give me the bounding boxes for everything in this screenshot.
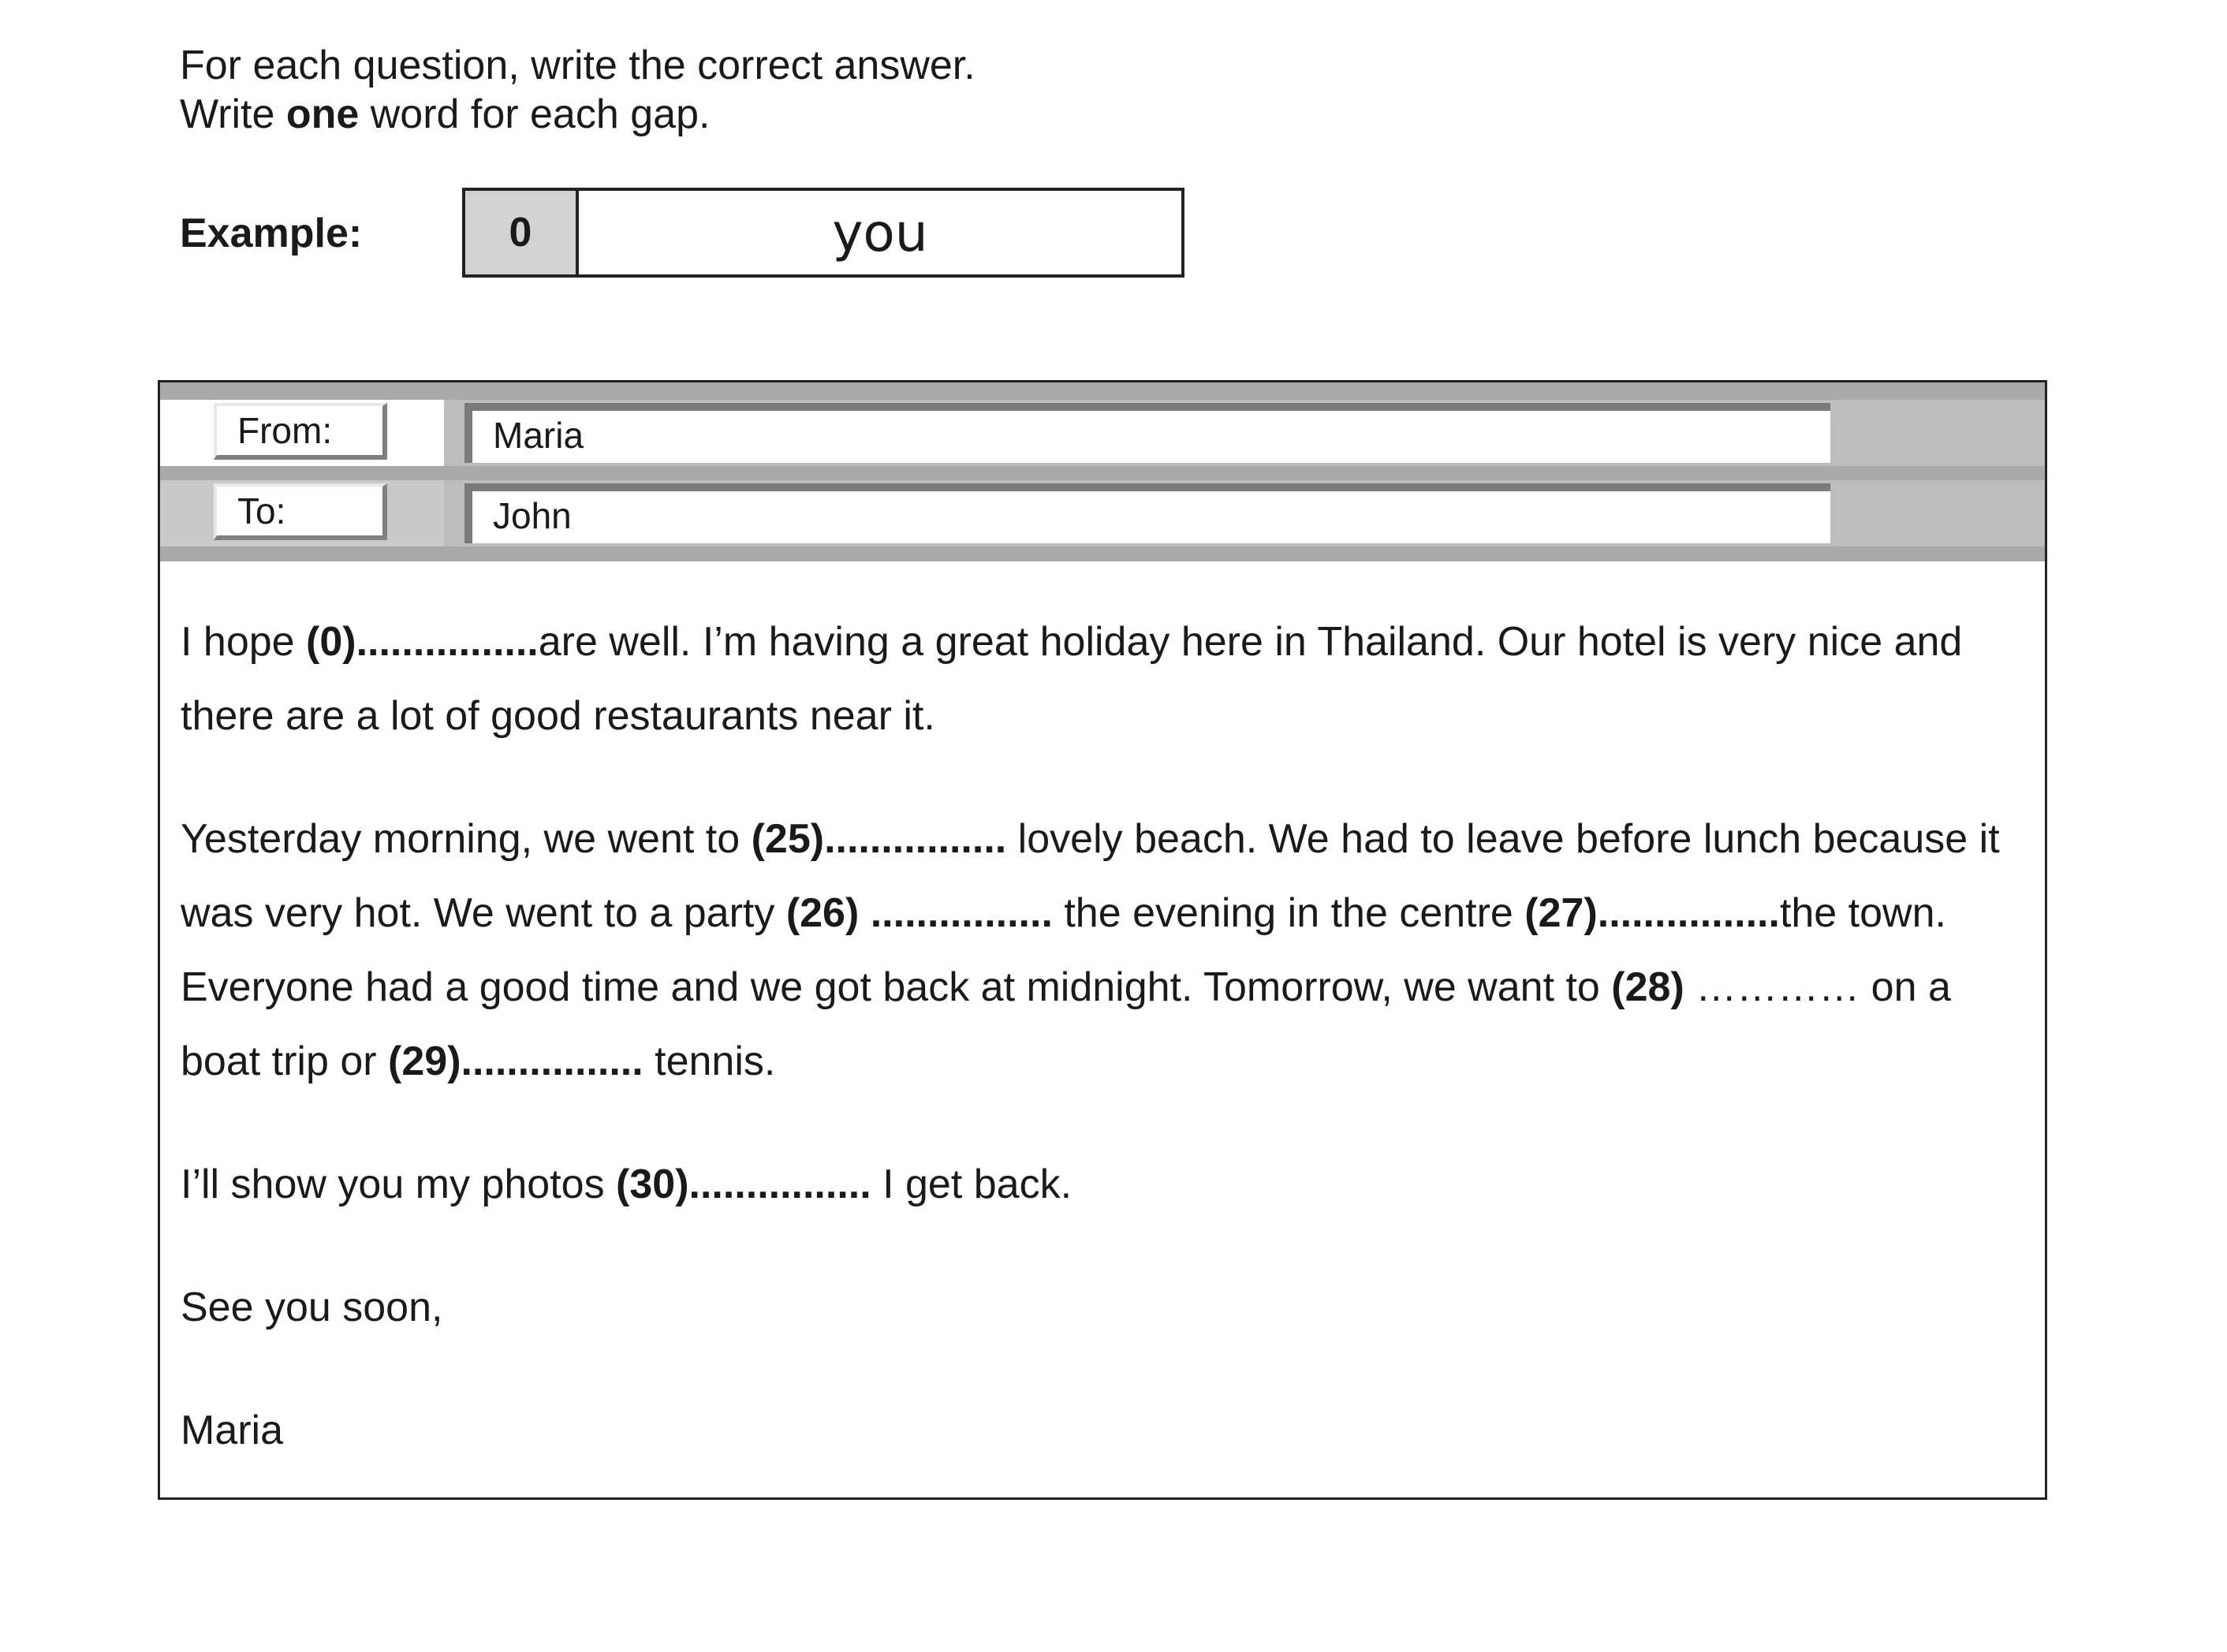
gap-0: (0)................ — [306, 619, 539, 665]
body-text: I’ll show you my photos — [181, 1162, 617, 1207]
from-field: Maria — [464, 403, 1830, 463]
body-text: the town. Everyone had a good time and we got back at midnight. Tomorrow, we want to — [181, 890, 1946, 1010]
to-field: John — [464, 483, 1830, 543]
paragraph-1 — [181, 605, 2018, 753]
body-text: ………… on a boat trip or — [181, 964, 1951, 1084]
instructions — [180, 41, 975, 139]
gap-26: (26) ................ — [785, 890, 1053, 936]
gap-30: (30)................ — [616, 1162, 871, 1207]
instruction-text: word for each gap. — [359, 91, 711, 137]
paragraph-2 — [181, 802, 2018, 1098]
example-answer-box — [462, 188, 1184, 278]
email-header — [160, 382, 2045, 561]
to-label: To: — [214, 483, 387, 540]
instruction-line-1: For each question, write the correct answer. — [180, 43, 975, 88]
gap-25: (25)................ — [751, 816, 1007, 862]
gap-29: (29)................ — [388, 1039, 643, 1084]
instruction-emphasis: one — [285, 91, 360, 137]
body-text: are well. I’m having a great holiday here in Thailand. Our hotel is very nice and there are a lot of good restaurants near it. — [181, 619, 1963, 739]
gap-27: (27)................ — [1524, 890, 1780, 936]
from-label: From: — [214, 403, 387, 460]
example-label: Example: — [180, 211, 363, 256]
paragraph-3 — [181, 1147, 2018, 1221]
body-text: I get back. — [871, 1162, 1072, 1207]
closing: See you soon, — [181, 1285, 443, 1330]
body-text: Yesterday morning, we went to — [181, 816, 752, 862]
example-number: 0 — [465, 191, 579, 274]
instruction-text: Write — [180, 91, 286, 137]
email-message — [158, 380, 2047, 1500]
email-body — [181, 605, 2018, 1467]
body-text: the evening in the centre — [1052, 890, 1525, 936]
body-text: tennis. — [643, 1039, 776, 1084]
body-text: lovely beach. We had to leave before lunch because it was very hot. We went to a party — [181, 816, 2000, 936]
instruction-line-2 — [180, 90, 975, 139]
example-answer: you — [832, 202, 928, 263]
body-text: I hope — [181, 619, 307, 665]
gap-28: (28) — [1611, 964, 1684, 1010]
signature: Maria — [181, 1408, 284, 1453]
